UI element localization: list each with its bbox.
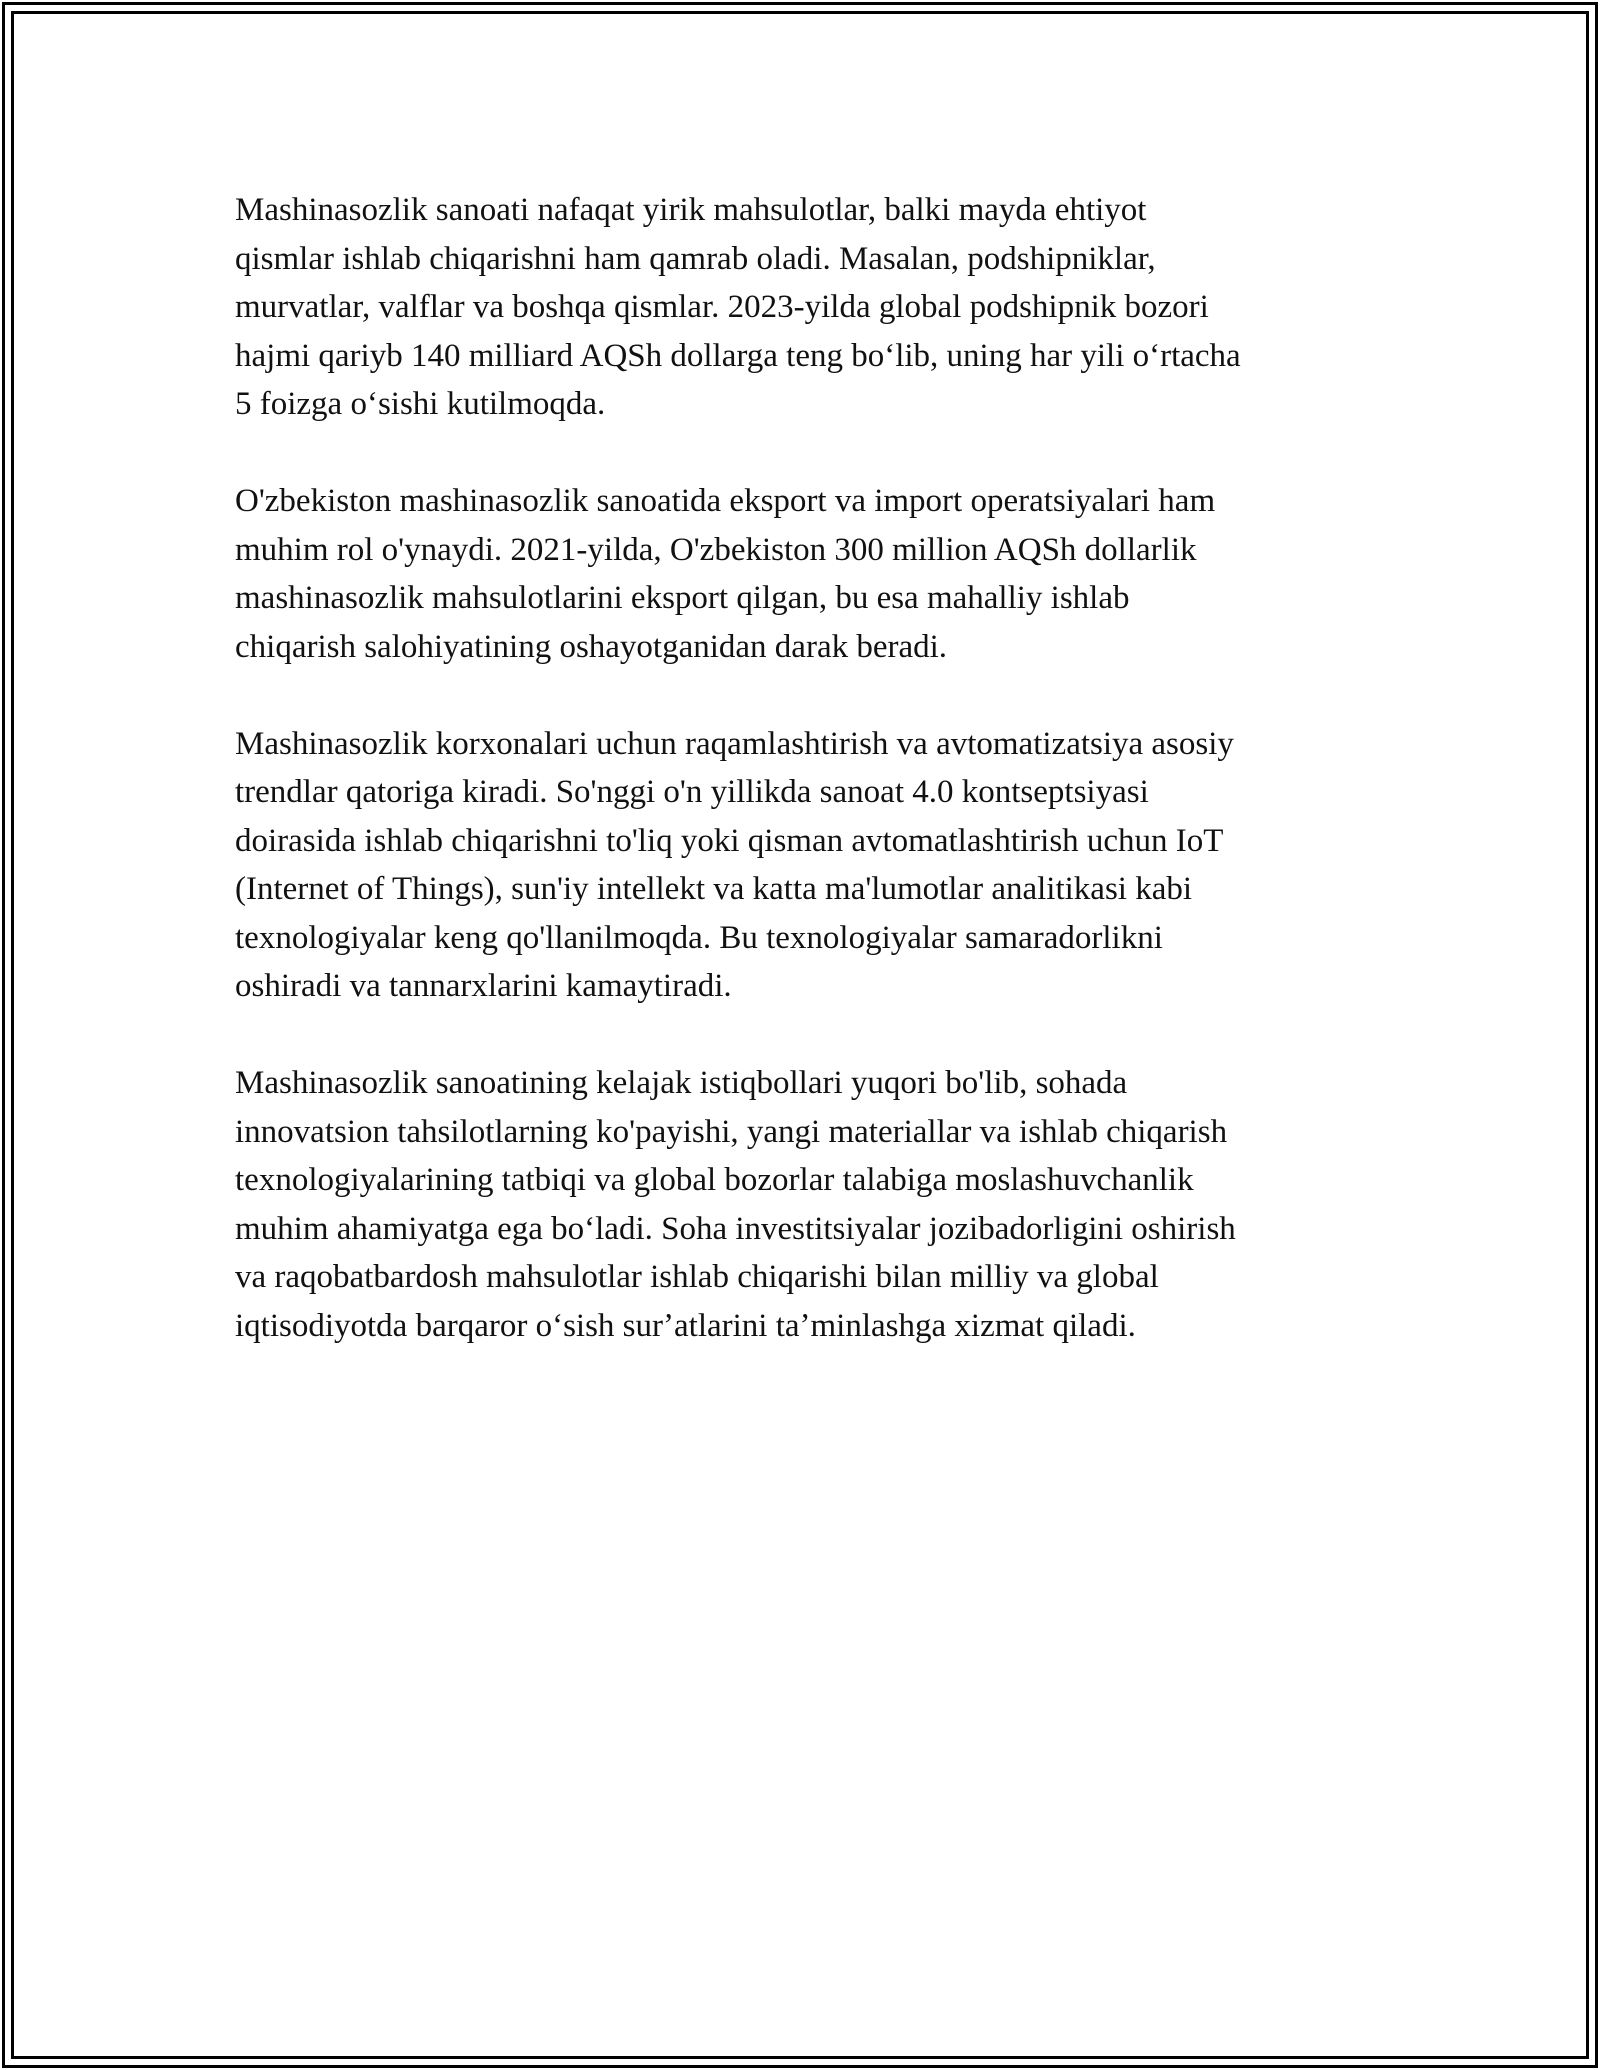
document-body bbox=[235, 186, 1365, 1399]
paragraph: Mashinasozlik sanoati nafaqat yirik mahsulotlar, balki mayda ehtiyot qismlar ishlab chiqarishni ham qamrab oladi. Masalan, podshipniklar, murvatlar, valflar va boshqa qismlar. 2023-yilda global podshipnik bozori hajmi qariyb 140 milliard AQSh dollarga teng boʻlib, uning har yili oʻrtacha 5 foizga oʻsishi kutilmoqda. bbox=[235, 192, 1241, 422]
paragraph: Mashinasozlik korxonalari uchun raqamlashtirish va avtomatizatsiya asosiy trendlar qatoriga kiradi. So'nggi o'n yillikda sanoat 4.0 kontseptsiyasi doirasida ishlab chiqarishni to'liq yoki qisman avtomatlashtirish uchun IoT (Internet of Things), sun'iy intellekt va katta ma'lumotlar analitikasi kabi texnologiyalar keng qo'llanilmoqda. Bu texnologiyalar samaradorlikni oshiradi va tannarxlarini kamaytiradi. bbox=[235, 725, 1234, 1004]
paragraph: Mashinasozlik sanoatining kelajak istiqbollari yuqori bo'lib, sohada innovatsion tahsilotlarning ko'payishi, yangi materiallar va ishlab chiqarish texnologiyalarining tatbiqi va global bozorlar talabiga moslashuvchanlik muhim ahamiyatga ega boʻladi. Soha investitsiyalar jozibadorligini oshirish va raqobatbardosh mahsulotlar ishlab chiqarishi bilan milliy va global iqtisodiyotda barqaror oʻsish surʼatlarini taʼminlashga xizmat qiladi. bbox=[235, 1065, 1236, 1344]
paragraph: O'zbekiston mashinasozlik sanoatida eksport va import operatsiyalari ham muhim rol o'ynaydi. 2021-yilda, O'zbekiston 300 million AQSh dollarlik mashinasozlik mahsulotlarini eksport qilgan, bu esa mahalliy ishlab chiqarish salohiyatining oshayotganidan darak beradi. bbox=[235, 483, 1216, 665]
